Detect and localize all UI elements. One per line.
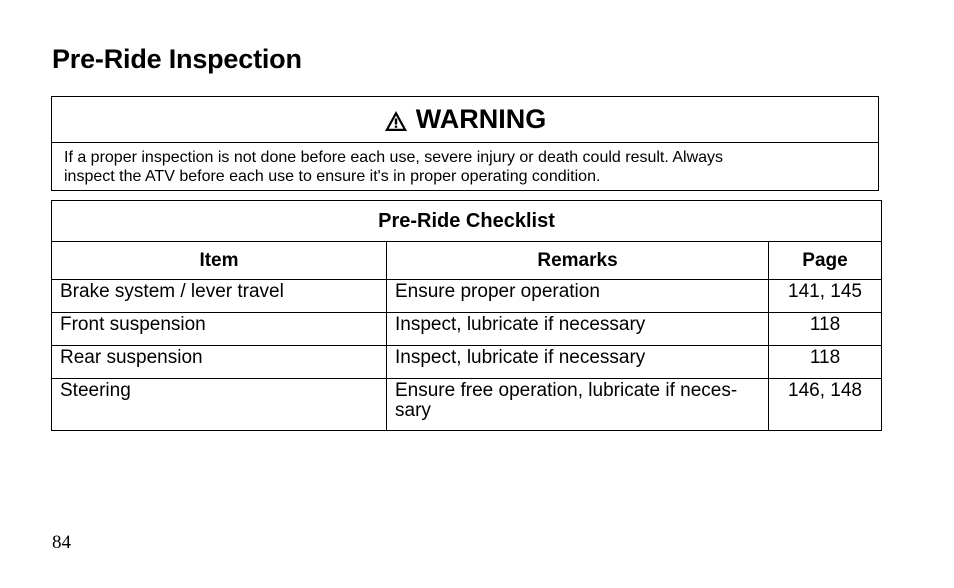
warning-text: [52, 143, 878, 186]
remarks-cell: [387, 379, 769, 431]
table-row: [52, 346, 882, 379]
page-number: 84: [52, 532, 71, 553]
warning-header: [52, 97, 878, 143]
remarks-cell: Inspect, lubricate if necessary: [387, 346, 769, 379]
page-cell: 118: [769, 346, 882, 379]
column-header-page: Page: [769, 242, 882, 280]
page-cell: 146, 148: [769, 379, 882, 431]
item-cell: Brake system / lever travel: [52, 280, 387, 313]
checklist-title: Pre-Ride Checklist: [52, 201, 882, 242]
table-row: [52, 280, 882, 313]
page-cell: 118: [769, 313, 882, 346]
table-row: [52, 379, 882, 431]
item-cell: Front suspension: [52, 313, 387, 346]
warning-title: WARNING: [415, 104, 547, 134]
remarks-cell: Inspect, lubricate if necessary: [387, 313, 769, 346]
column-header-item: Item: [52, 242, 387, 280]
item-cell: Steering: [52, 379, 387, 431]
pre-ride-checklist-table: [51, 200, 882, 431]
table-row: [52, 313, 882, 346]
page-cell: 141, 145: [769, 280, 882, 313]
page-title: Pre-Ride Inspection: [52, 44, 302, 74]
remarks-cell: Ensure proper operation: [387, 280, 769, 313]
remarks-line: Ensure free operation, lubricate if neces-: [395, 380, 738, 401]
warning-triangle-icon: [384, 110, 408, 132]
remarks-line: sary: [395, 400, 431, 421]
warning-box: [51, 96, 879, 191]
column-header-remarks: Remarks: [387, 242, 769, 280]
item-cell: Rear suspension: [52, 346, 387, 379]
warning-text-line: If a proper inspection is not done before each use, severe injury or death could result. Always: [64, 149, 724, 166]
warning-text-line: inspect the ATV before each use to ensure it's in proper operating condition.: [64, 168, 601, 185]
